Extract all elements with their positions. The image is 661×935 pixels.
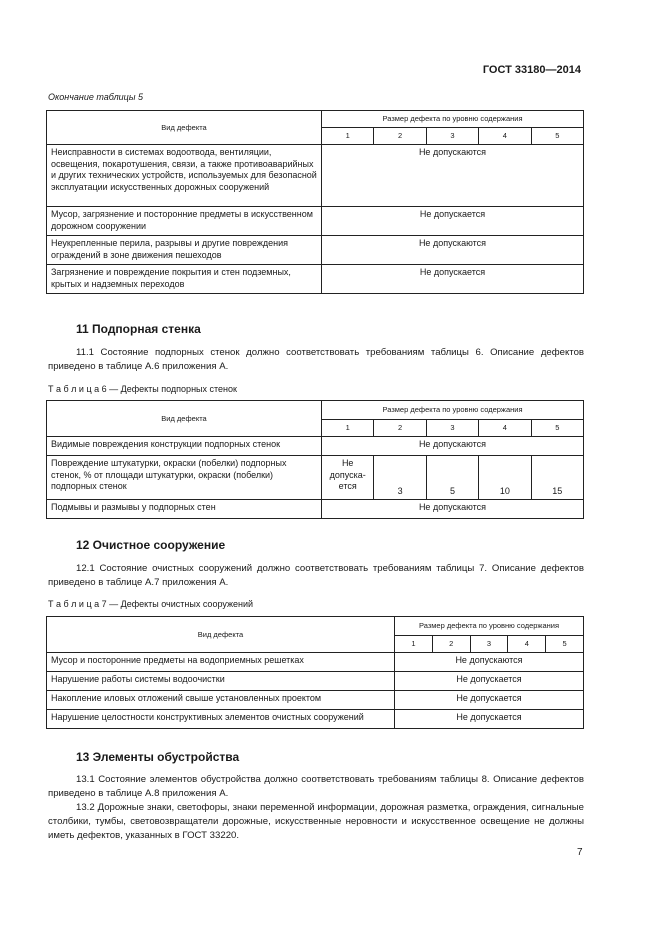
- defect-cell: Мусор и посторонние предметы на водоприемных решетках: [47, 653, 395, 672]
- section-13-paragraph-1: 13.1 Состояние элементов обустройства должно соответствовать требованиям таблицы 8. Описание дефектов приведено в таблице А.8 приложения А.: [48, 774, 584, 799]
- table-row: [47, 691, 584, 710]
- table5-col-size: Размер дефекта по уровню содержания: [322, 111, 584, 128]
- table5-caption: Окончание таблицы 5: [48, 92, 143, 102]
- page-number: 7: [577, 847, 583, 858]
- defect-cell: Нарушение работы системы водоочистки: [47, 672, 395, 691]
- defect-cell: Неукрепленные перила, разрывы и другие повреждения ограждений в зоне движения пешеходов: [47, 236, 322, 265]
- table5-col-type: Вид дефекта: [47, 111, 322, 145]
- value-cell: Не допускается: [395, 691, 584, 710]
- table6: [46, 400, 584, 519]
- section-13-paragraph-2: 13.2 Дорожные знаки, светофоры, знаки переменной информации, дорожная разметка, ограждения, сигнальные столбики, тумбы, световозвращатели дорожные, искусственные неровности и искусственное освещение не должны иметь дефектов, указанных в ГОСТ 33220.: [48, 802, 584, 841]
- table5-level: 3: [426, 128, 478, 145]
- value-cell: 3: [374, 456, 426, 500]
- table6-level: 5: [531, 420, 583, 437]
- defect-cell: Неисправности в системах водоотвода, вентиляции, освещения, покаротушения, связи, а также противоаварийных и других технических устройств, используемых для безопасной эксплуатации искусственных дорожных сооружений: [47, 145, 322, 207]
- table-row: [47, 207, 584, 236]
- table7-col-size: Размер дефекта по уровню содержания: [395, 617, 584, 636]
- section-13-title: 13 Элементы обустройства: [76, 750, 240, 764]
- standard-number: ГОСТ 33180—2014: [482, 64, 581, 76]
- table5-level: 2: [374, 128, 426, 145]
- value-cell: Не допускается: [322, 265, 584, 294]
- table6-level: 1: [322, 420, 374, 437]
- value-cell: Не допускаются: [322, 236, 584, 265]
- table7-col-type: Вид дефекта: [47, 617, 395, 653]
- defect-cell: Подмывы и размывы у подпорных стен: [47, 500, 322, 519]
- table7-level: 3: [470, 636, 508, 653]
- value-cell: Не допускается: [395, 710, 584, 729]
- defect-cell: Накопление иловых отложений свыше установленных проектом: [47, 691, 395, 710]
- table7-level: 1: [395, 636, 433, 653]
- value-cell: Не допуска-ется: [322, 456, 374, 500]
- table-row: [47, 265, 584, 294]
- table-row: [47, 672, 584, 691]
- table6-level: 4: [479, 420, 531, 437]
- table5-level: 1: [322, 128, 374, 145]
- table6-caption: Т а б л и ц а 6 — Дефекты подпорных стенок: [48, 384, 237, 394]
- section-11-title: 11 Подпорная стенка: [76, 322, 201, 336]
- section-12-title: 12 Очистное сооружение: [76, 538, 226, 552]
- table7-level: 2: [432, 636, 470, 653]
- table7-caption: Т а б л и ц а 7 — Дефекты очистных сооружений: [48, 599, 254, 609]
- table5-level: 4: [479, 128, 531, 145]
- value-cell: Не допускаются: [395, 653, 584, 672]
- table-row: [47, 145, 584, 207]
- section-11-paragraph: 11.1 Состояние подпорных стенок должно соответствовать требованиям таблицы 6. Описание дефектов приведено в таблице А.6 приложения А.: [48, 347, 584, 372]
- table-row: [47, 437, 584, 456]
- table-row: [47, 236, 584, 265]
- value-cell: 10: [479, 456, 531, 500]
- defect-cell: Загрязнение и повреждение покрытия и стен подземных, крытых и надземных переходов: [47, 265, 322, 294]
- table6-col-size: Размер дефекта по уровню содержания: [322, 401, 584, 420]
- defect-cell: Мусор, загрязнение и посторонние предметы в искусственном дорожном сооружении: [47, 207, 322, 236]
- value-cell: Не допускаются: [322, 437, 584, 456]
- table-row: [47, 710, 584, 729]
- table6-col-type: Вид дефекта: [47, 401, 322, 437]
- table5-level: 5: [531, 128, 583, 145]
- table-row: [47, 456, 584, 500]
- value-cell: 5: [426, 456, 478, 500]
- table6-level: 3: [426, 420, 478, 437]
- table6-level: 2: [374, 420, 426, 437]
- table-row: [47, 653, 584, 672]
- defect-cell: Нарушение целостности конструктивных элементов очистных сооружений: [47, 710, 395, 729]
- value-cell: 15: [531, 456, 583, 500]
- table7-level: 5: [546, 636, 584, 653]
- value-cell: Не допускается: [395, 672, 584, 691]
- defect-cell: Видимые повреждения конструкции подпорных стенок: [47, 437, 322, 456]
- table-row: [47, 500, 584, 519]
- value-cell: Не допускается: [322, 207, 584, 236]
- table7: [46, 616, 584, 729]
- defect-cell: Повреждение штукатурки, окраски (побелки) подпорных стенок, % от площади штукатурки, окраски (побелки) подпорных стенок: [47, 456, 322, 500]
- section-12-paragraph: 12.1 Состояние очистных сооружений должно соответствовать требованиям таблицы 7. Описание дефектов приведено в таблице А.7 приложения А.: [48, 563, 584, 588]
- value-cell: Не допускаются: [322, 145, 584, 207]
- table7-level: 4: [508, 636, 546, 653]
- table5: [46, 110, 584, 294]
- value-cell: Не допускаются: [322, 500, 584, 519]
